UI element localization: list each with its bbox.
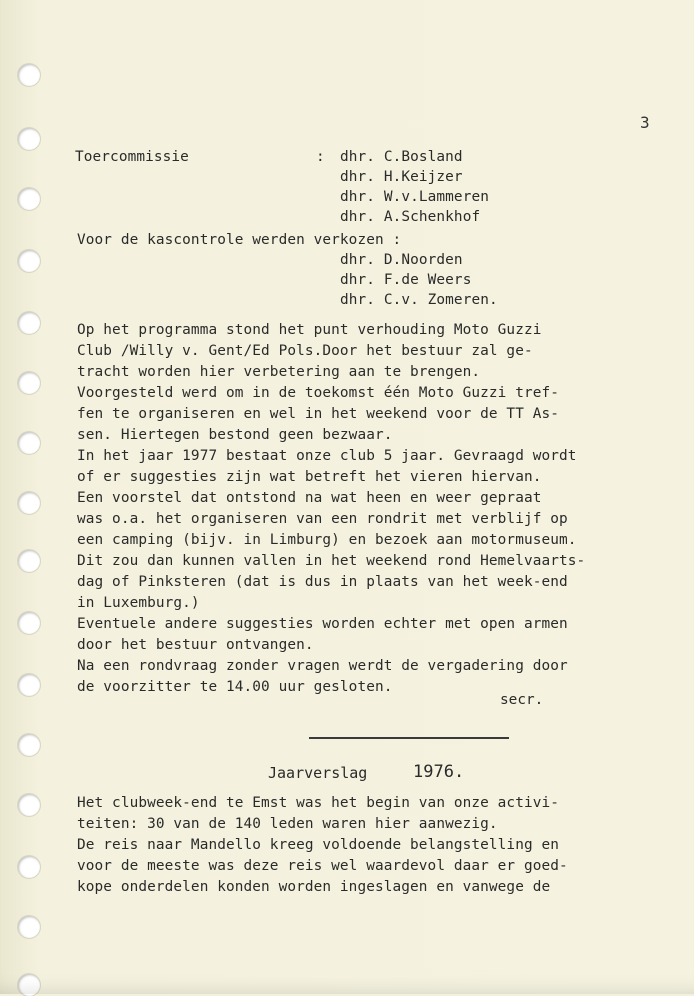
binder-hole [18,550,40,572]
section-divider [309,737,509,739]
body-line: Na een rondvraag zonder vragen werdt de vergadering door [77,658,568,674]
committee-label: Toercommissie [75,149,189,165]
report-line: kope onderdelen konden worden ingeslagen en vanwege de [77,879,551,895]
binder-hole [18,734,40,756]
body-line: fen te organiseren en wel in het weekend voor de TT As- [77,406,560,422]
page-number: 3 [640,113,650,132]
body-line: door het bestuur ontvangen. [77,637,314,653]
section-title: Jaarverslag [268,764,368,782]
body-line: sen. Hiertegen bestond geen bezwaar. [77,427,393,443]
binder-hole [18,794,40,816]
body-line: was o.a. het organiseren van een rondrit met verblijf op [77,511,568,527]
binder-hole [18,312,40,334]
audit-member: dhr. C.v. Zomeren. [340,292,498,308]
binder-holes [0,0,60,994]
committee-member: dhr. H.Keijzer [340,169,463,185]
binder-hole [18,128,40,150]
body-line: Voorgesteld werd om in de toekomst één Moto Guzzi tref- [77,385,560,401]
body-line: Dit zou dan kunnen vallen in het weekend rond Hemelvaarts- [77,553,586,569]
binder-hole [18,674,40,696]
section-year: 1976. [413,762,465,782]
body-line: een camping (bijv. in Limburg) en bezoek aan motormuseum. [77,532,577,548]
binder-hole [18,916,40,938]
committee-member: dhr. W.v.Lammeren [340,189,489,205]
body-line: Een voorstel dat ontstond na wat heen en weer gepraat [77,490,542,506]
body-line: Club /Willy v. Gent/Ed Pols.Door het bestuur zal ge- [77,343,533,359]
committee-member: dhr. C.Bosland [340,149,463,165]
body-line: Op het programma stond het punt verhouding Moto Guzzi [77,322,542,338]
report-line: voor de meeste was deze reis wel waardevol daar er goed- [77,858,568,874]
body-line: Eventuele andere suggesties worden echter met open armen [77,616,568,632]
binder-hole [18,432,40,454]
body-line: In het jaar 1977 bestaat onze club 5 jaar. Gevraagd wordt [77,448,577,464]
committee-member: dhr. A.Schenkhof [340,209,481,225]
body-line: tracht worden hier verbetering aan te brengen. [77,364,481,380]
binder-hole [18,856,40,878]
binder-hole [18,250,40,272]
binder-hole [18,372,40,394]
audit-member: dhr. D.Noorden [340,252,463,268]
audit-member: dhr. F.de Weers [340,272,472,288]
audit-label: Voor de kascontrole werden verkozen : [77,232,402,248]
binder-hole [18,188,40,210]
binder-hole [18,64,40,86]
committee-colon: : [316,149,325,165]
body-line: of er suggesties zijn wat betreft het vieren hiervan. [77,469,542,485]
report-line: Het clubweek-end te Emst was het begin van onze activi- [77,795,560,811]
report-line: teiten: 30 van de 140 leden waren hier aanwezig. [77,816,498,832]
report-line: De reis naar Mandello kreeg voldoende belangstelling en [77,837,560,853]
body-line: dag of Pinksteren (dat is dus in plaats van het week-end [77,574,568,590]
binder-hole [18,492,40,514]
body-line: de voorzitter te 14.00 uur gesloten. [77,679,393,695]
binder-hole [18,612,40,634]
signature: secr. [500,692,544,708]
body-line: in Luxemburg.) [77,595,200,611]
binder-hole [18,974,40,996]
